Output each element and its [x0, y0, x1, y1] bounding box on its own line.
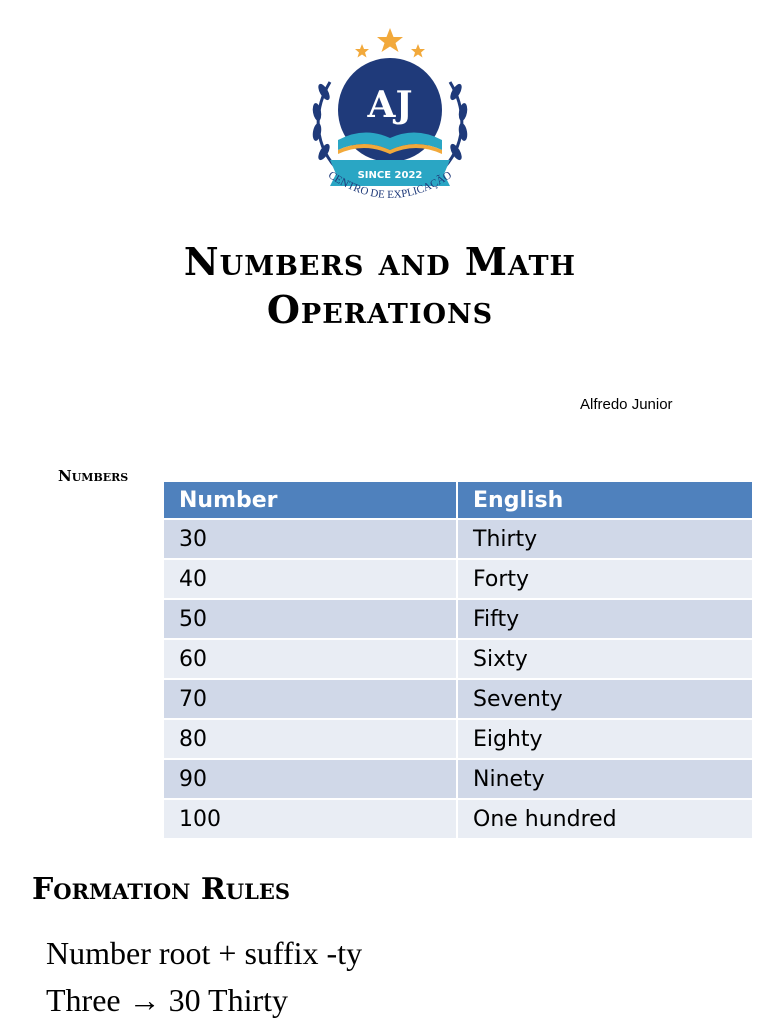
cell-english: Seventy — [458, 680, 752, 718]
table-row — [164, 800, 752, 838]
author-name: Alfredo Junior — [580, 396, 673, 413]
svg-text:AJ: AJ — [367, 84, 413, 126]
table-header-row — [164, 482, 752, 518]
document-title — [80, 238, 680, 334]
table-row — [164, 760, 752, 798]
title-line-1: Numbers and Math — [183, 239, 577, 284]
svg-text:CENTRO DE EXPLICAÇÃO: CENTRO DE EXPLICAÇÃO — [326, 169, 454, 202]
cell-number: 50 — [164, 600, 456, 638]
title-line-2: Operations — [266, 287, 494, 332]
table-row — [164, 520, 752, 558]
table-row — [164, 680, 752, 718]
cell-english: Fifty — [458, 600, 752, 638]
cell-english: Forty — [458, 560, 752, 598]
column-header-english: English — [458, 482, 752, 518]
column-header-number: Number — [164, 482, 456, 518]
numbers-table — [162, 480, 754, 840]
star-icon — [377, 28, 403, 52]
section-title-formation-rules: Formation Rules — [32, 872, 290, 907]
table-row — [164, 640, 752, 678]
rule-line-1: Number root + suffix -ty — [46, 935, 363, 971]
cell-english: Sixty — [458, 640, 752, 678]
cell-english: Eighty — [458, 720, 752, 758]
cell-english: Thirty — [458, 520, 752, 558]
section-label-numbers: Numbers — [58, 467, 129, 485]
table-row — [164, 720, 752, 758]
star-icon — [355, 44, 369, 58]
cell-english: One hundred — [458, 800, 752, 838]
star-icon — [411, 44, 425, 58]
cell-number: 90 — [164, 760, 456, 798]
cell-english: Ninety — [458, 760, 752, 798]
svg-text:SINCE 2022: SINCE 2022 — [357, 170, 423, 181]
cell-number: 80 — [164, 720, 456, 758]
table-row — [164, 560, 752, 598]
aj-logo — [300, 22, 480, 212]
cell-number: 60 — [164, 640, 456, 678]
cell-number: 40 — [164, 560, 456, 598]
cell-number: 70 — [164, 680, 456, 718]
rule-line-2: Three → 30 Thirty — [46, 982, 289, 1018]
cell-number: 100 — [164, 800, 456, 838]
cell-number: 30 — [164, 520, 456, 558]
table-row — [164, 600, 752, 638]
